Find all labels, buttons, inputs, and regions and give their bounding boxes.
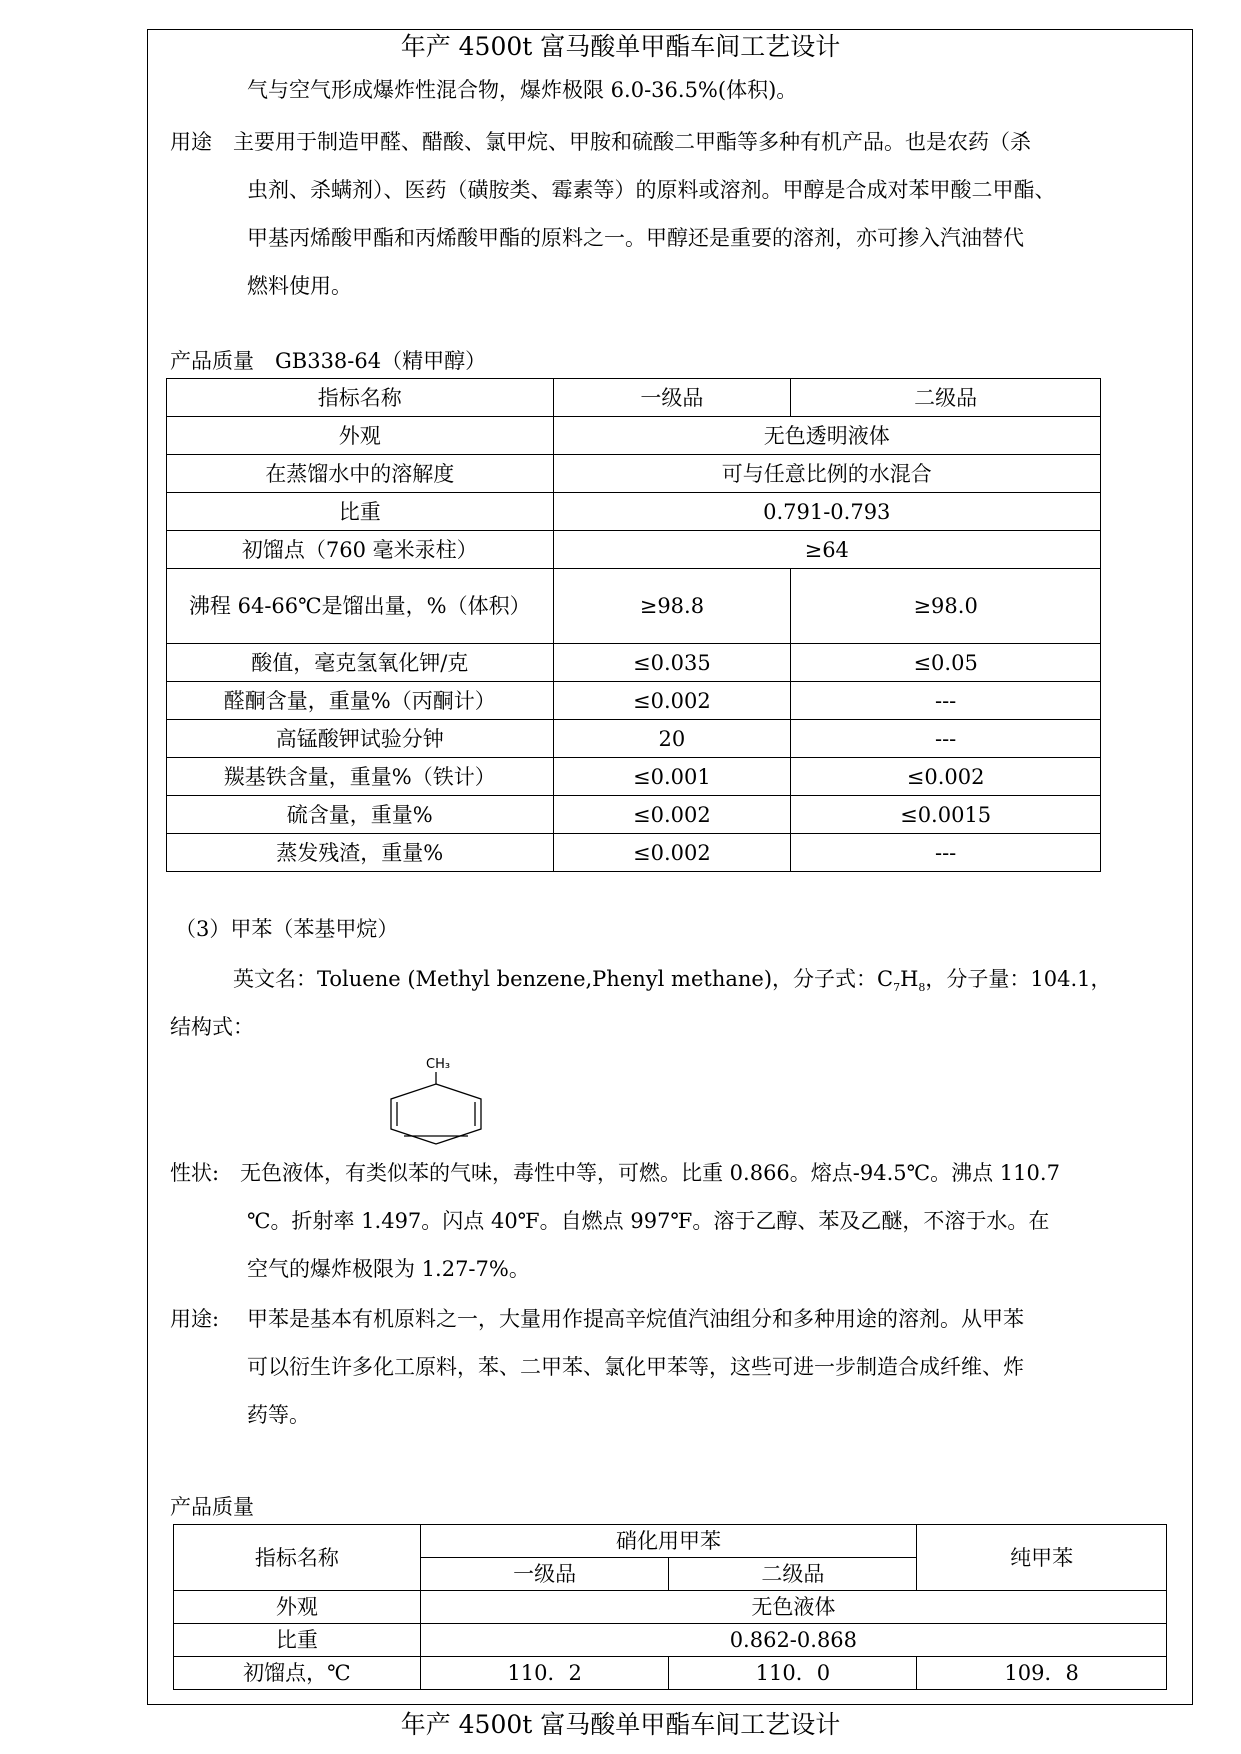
header-cell: 纯甲苯 [917, 1525, 1167, 1591]
row-value: 无色透明液体 [553, 417, 1100, 455]
header-sub-cell: 一级品 [420, 1558, 669, 1591]
props-line-1: 无色液体，有类似苯的气味，毒性中等，可燃。比重 0.866。熔点-94.5℃。沸点 110.7 [240, 1161, 1060, 1185]
table-row [167, 834, 1101, 872]
row-grade2: --- [791, 720, 1101, 758]
table-row [174, 1624, 1167, 1657]
row-pure: 109．8 [917, 1657, 1167, 1690]
row-name: 硫含量，重量% [167, 796, 554, 834]
row-grade1: ≥98.8 [553, 569, 791, 644]
benzene-ring [391, 1084, 481, 1144]
table-row [167, 758, 1101, 796]
row-grade2: ≥98.0 [791, 569, 1101, 644]
table-row [167, 682, 1101, 720]
english-name-text: 英文名：Toluene (Methyl benzene,Phenyl methane)，分子式： [233, 967, 878, 991]
toluene-quality-title: 产品质量 [170, 1495, 254, 1519]
row-name: 初馏点，℃ [174, 1657, 421, 1690]
page-header: 年产 4500t 富马酸单甲酯车间工艺设计 [400, 32, 841, 61]
row-name: 醛酮含量，重量%（丙酮计） [167, 682, 554, 720]
props-line-3: 空气的爆炸极限为 1.27-7%。 [247, 1257, 530, 1281]
row-name: 酸值，毫克氢氧化钾/克 [167, 644, 554, 682]
row-name: 蒸发残渣，重量% [167, 834, 554, 872]
toluene-section-title: （3）甲苯（苯基甲烷） [175, 917, 399, 941]
molecular-weight: ，分子量：104.1， [925, 967, 1112, 991]
row-value: 0.862-0.868 [420, 1624, 1166, 1657]
row-grade2: --- [791, 834, 1101, 872]
table-row [167, 417, 1101, 455]
row-value: 0.791-0.793 [553, 493, 1100, 531]
row-name: 比重 [174, 1624, 421, 1657]
use-line-3: 甲基丙烯酸甲酯和丙烯酸甲酯的原料之一。甲醇还是重要的溶剂，亦可掺入汽油替代 [247, 226, 1024, 250]
toluene-use-line-2: 可以衍生许多化工原料，苯、二甲苯、氯化甲苯等，这些可进一步制造合成纤维、炸 [247, 1355, 1024, 1379]
row-grade2: ≤0.0015 [791, 796, 1101, 834]
row-grade1: 20 [553, 720, 791, 758]
row-grade2: 110．0 [669, 1657, 917, 1690]
row-grade2: ≤0.05 [791, 644, 1101, 682]
toluene-quality-table [173, 1524, 1167, 1690]
row-grade1: ≤0.001 [553, 758, 791, 796]
methanol-quality-table [166, 378, 1101, 872]
table-row [167, 796, 1101, 834]
row-name: 初馏点（760 毫米汞柱） [167, 531, 554, 569]
table-row [167, 720, 1101, 758]
toluene-use-line-3: 药等。 [247, 1403, 310, 1427]
table-row [167, 644, 1101, 682]
table-row [174, 1657, 1167, 1690]
header-group-cell: 硝化用甲苯 [420, 1525, 917, 1558]
header-cell: 指标名称 [167, 379, 554, 417]
header-cell: 指标名称 [174, 1525, 421, 1591]
row-grade1: 110．2 [420, 1657, 669, 1690]
formula-h: H [900, 967, 919, 991]
table-header-row [167, 379, 1101, 417]
table-row [167, 569, 1101, 644]
table-row [167, 531, 1101, 569]
toluene-english-name [233, 964, 1112, 1003]
row-name: 比重 [167, 493, 554, 531]
row-grade1: ≤0.002 [553, 796, 791, 834]
use-line-2: 虫剂、杀螨剂）、医药（磺胺类、霉素等）的原料或溶剂。甲醇是合成对苯甲酸二甲酯、 [247, 178, 1056, 202]
row-grade1: ≤0.035 [553, 644, 791, 682]
row-name: 外观 [174, 1591, 421, 1624]
props-line-2: ℃。折射率 1.497。闪点 40℉。自燃点 997℉。溶于乙醇、苯及乙醚，不溶于水。在 [247, 1209, 1050, 1233]
row-name: 羰基铁含量，重量%（铁计） [167, 758, 554, 796]
row-name: 外观 [167, 417, 554, 455]
formula-c-sub: 7 [893, 981, 901, 995]
header-cell: 一级品 [553, 379, 791, 417]
row-name: 在蒸馏水中的溶解度 [167, 455, 554, 493]
header-cell: 二级品 [791, 379, 1101, 417]
row-name: 沸程 64-66℃是馏出量，%（体积） [167, 569, 554, 644]
use-label: 用途 [170, 130, 212, 154]
row-name: 高锰酸钾试验分钟 [167, 720, 554, 758]
row-value: 可与任意比例的水混合 [553, 455, 1100, 493]
methanol-quality-title: 产品质量 GB338-64（精甲醇） [170, 349, 487, 373]
row-grade2: ≤0.002 [791, 758, 1101, 796]
table-row [167, 455, 1101, 493]
explosion-line: 气与空气形成爆炸性混合物，爆炸极限 6.0-36.5%(体积)。 [247, 78, 798, 102]
page-footer: 年产 4500t 富马酸单甲酯车间工艺设计 [400, 1710, 841, 1739]
row-value: ≥64 [553, 531, 1100, 569]
row-value: 无色液体 [420, 1591, 1166, 1624]
table-row [167, 493, 1101, 531]
toluene-use-line-1: 甲苯是基本有机原料之一，大量用作提高辛烷值汽油组分和多种用途的溶剂。从甲苯 [247, 1307, 1024, 1331]
header-sub-cell: 二级品 [669, 1558, 917, 1591]
formula-h-sub: 8 [918, 981, 926, 995]
structure-label: 结构式： [170, 1015, 254, 1039]
use-line-4: 燃料使用。 [247, 274, 352, 298]
ch3-label: CH₃ [426, 1057, 451, 1072]
row-grade2: --- [791, 682, 1101, 720]
row-grade1: ≤0.002 [553, 834, 791, 872]
toluene-structure-diagram [380, 1053, 490, 1153]
table-row [174, 1591, 1167, 1624]
toluene-use-label: 用途: [170, 1307, 220, 1331]
props-label: 性状: [170, 1161, 220, 1185]
formula-c: C [877, 967, 894, 991]
use-line-1: 主要用于制造甲醛、醋酸、氯甲烷、甲胺和硫酸二甲酯等多种有机产品。也是农药（杀 [233, 130, 1031, 154]
row-grade1: ≤0.002 [553, 682, 791, 720]
table-header-row [174, 1525, 1167, 1558]
